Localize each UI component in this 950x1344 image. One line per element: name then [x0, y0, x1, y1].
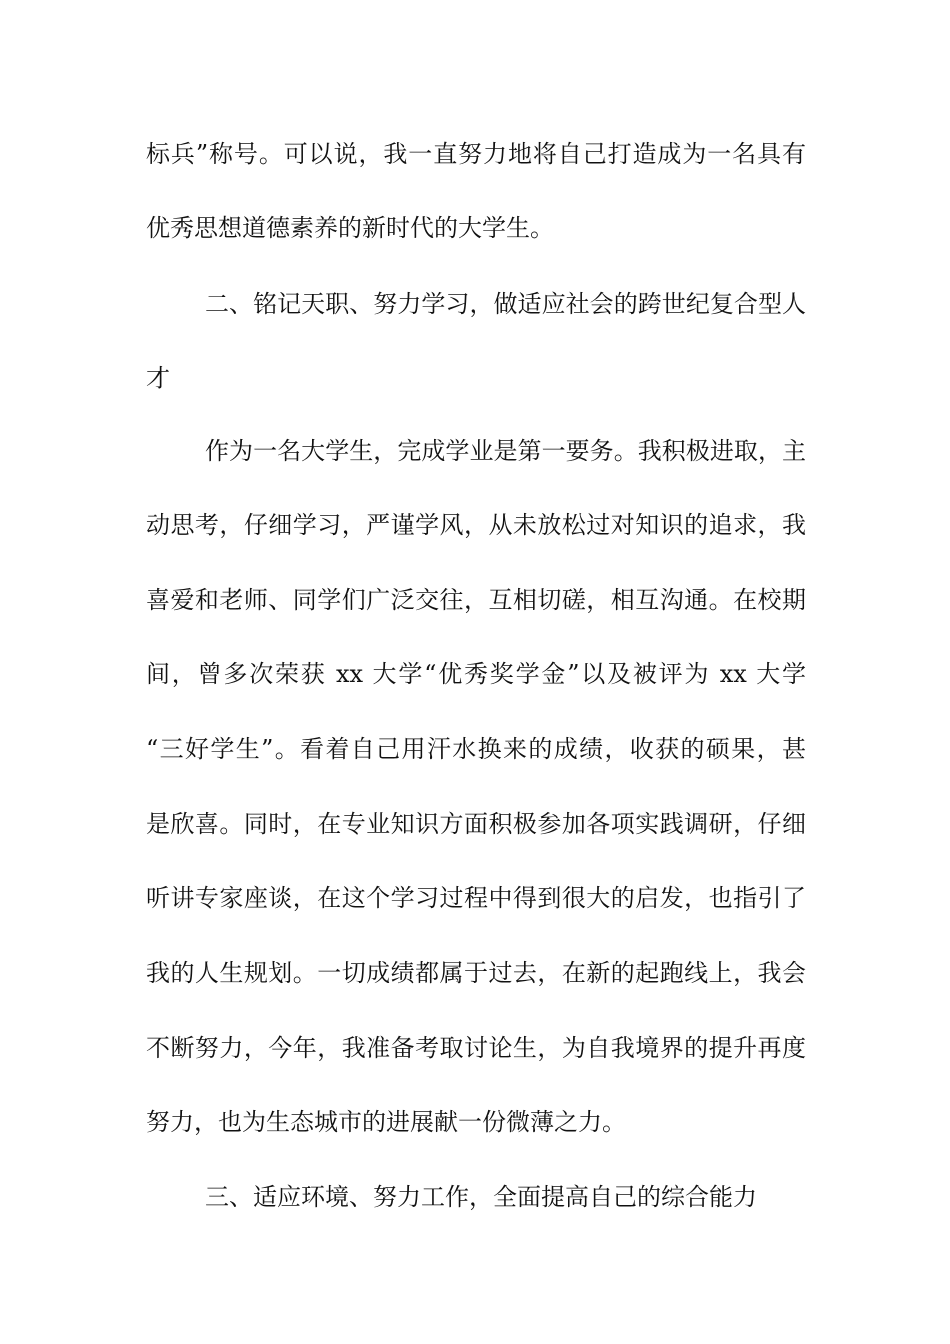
text-line: 不断努力，今年，我准备考取讨论生，为自我境界的提升再度 — [146, 1034, 806, 1062]
section-heading: 二、铭记天职、努力学习，做适应社会的跨世纪复合型人 — [205, 290, 806, 318]
section-heading-continuation: 才 — [146, 364, 170, 392]
text-line: 间，曾多次荣获 xx 大学“优秀奖学金”以及被评为 xx 大学 — [146, 660, 806, 688]
text-line: 喜爱和老师、同学们广泛交往，互相切磋，相互沟通。在校期 — [146, 586, 806, 614]
text-line: 努力，也为生态城市的进展献一份微薄之力。 — [146, 1108, 626, 1136]
text-line: 我的人生规划。一切成绩都属于过去，在新的起跑线上，我会 — [146, 959, 806, 987]
text-line: 优秀思想道德素养的新时代的大学生。 — [146, 214, 554, 242]
text-line: 是欣喜。同时，在专业知识方面积极参加各项实践调研，仔细 — [146, 810, 806, 838]
text-line: 标兵”称号。可以说，我一直努力地将自己打造成为一名具有 — [146, 140, 806, 168]
text-line: “三好学生”。看着自己用汗水换来的成绩，收获的硕果，甚 — [146, 735, 806, 763]
text-line: 听讲专家座谈，在这个学习过程中得到很大的启发，也指引了 — [146, 884, 806, 912]
section-heading: 三、适应环境、努力工作，全面提高自己的综合能力 — [205, 1183, 757, 1211]
text-line: 动思考，仔细学习，严谨学风，从未放松过对知识的追求，我 — [146, 511, 806, 539]
paragraph-first-line: 作为一名大学生，完成学业是第一要务。我积极进取，主 — [205, 437, 806, 465]
